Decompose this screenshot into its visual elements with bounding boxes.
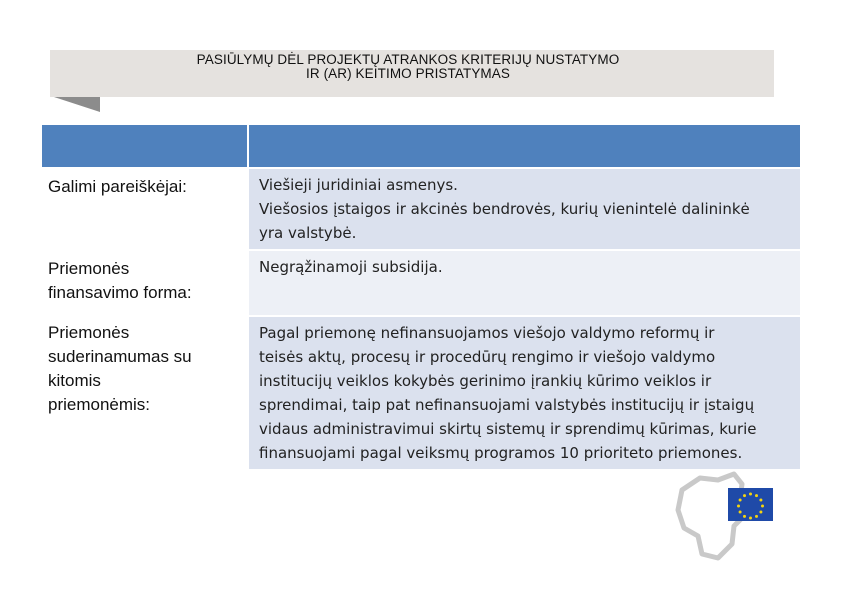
row-label-line: Priemonės (48, 323, 130, 342)
row-label (42, 251, 247, 305)
row-value (249, 169, 800, 249)
page-title (50, 53, 766, 81)
row-value-line: Viešosios įstaigos ir akcinės bendrovės, kurių vienintelė dalininkė (259, 200, 750, 218)
row-value-line: vidaus administravimui skirtų sistemų ir sprendimų kūrimas, kurie (259, 420, 757, 438)
row-value-line: sprendimai, taip pat nefinansuojami valstybės institucijų ir įstaigų (259, 396, 755, 414)
row-value-cell (249, 167, 800, 249)
row-label-line: Galimi pareiškėjai: (48, 177, 187, 196)
row-value-cell (249, 249, 800, 315)
row-label (42, 317, 247, 417)
table-header-cell-2 (249, 125, 800, 167)
logo (672, 470, 776, 578)
row-label-line: kitomis (48, 371, 101, 390)
header-tab-decoration (52, 97, 104, 115)
table-row (42, 167, 800, 249)
row-value-line: Negrąžinamoji subsidija. (259, 258, 443, 276)
row-label (42, 169, 247, 199)
row-label-line: priemonėmis: (48, 395, 151, 414)
table-row (42, 249, 800, 315)
row-label-cell (42, 249, 249, 315)
row-value-line: finansuojami pagal veiksmų programos 10 prioriteto priemones. (259, 444, 743, 462)
row-value (249, 251, 800, 283)
row-value (249, 317, 800, 469)
row-value-line: Viešieji juridiniai asmenys. (259, 176, 458, 194)
row-label-cell (42, 315, 249, 469)
info-table (42, 125, 800, 469)
eu-flag-icon (728, 488, 773, 521)
row-value-line: Pagal priemonę nefinansuojamos viešojo valdymo reformų ir (259, 324, 715, 342)
row-value-line: teisės aktų, procesų ir procedūrų rengimo ir viešojo valdymo (259, 348, 716, 366)
page-title-line2: IR (AR) KEITIMO PRISTATYMAS (306, 66, 510, 81)
row-label-line: Priemonės (48, 259, 130, 278)
table-header-row (42, 125, 800, 167)
row-label-cell (42, 167, 249, 249)
row-value-line: institucijų veiklos kokybės gerinimo įrankių kūrimo veiklos ir (259, 372, 712, 390)
row-value-line: yra valstybė. (259, 224, 357, 242)
row-label-line: finansavimo forma: (48, 283, 192, 302)
row-label-line: suderinamumas su (48, 347, 192, 366)
table-row (42, 315, 800, 469)
row-value-cell (249, 315, 800, 469)
table-header-cell-1 (42, 125, 249, 167)
page-title-line1: PASIŪLYMŲ DĖL PROJEKTŲ ATRANKOS KRITERIJŲ NUSTATYMO (196, 52, 620, 67)
